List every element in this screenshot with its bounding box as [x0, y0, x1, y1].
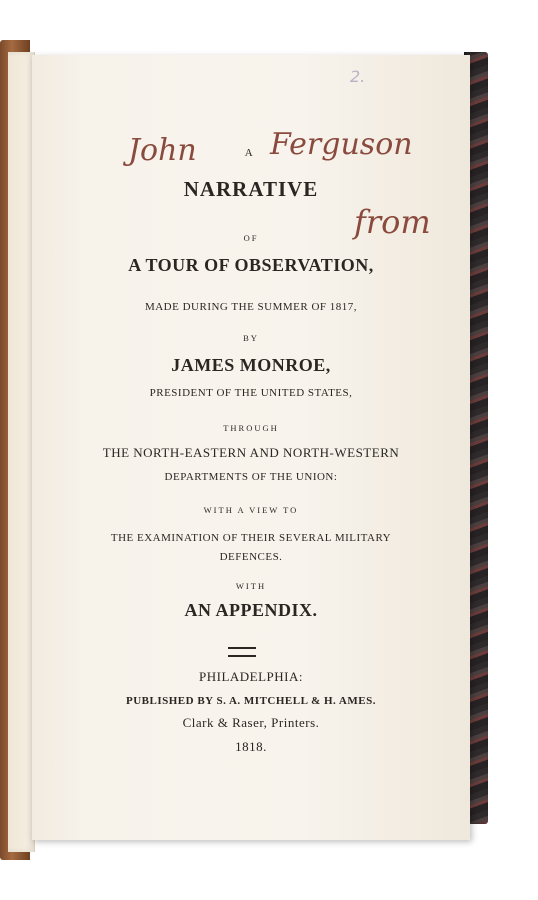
- publisher-line: PUBLISHED BY S. A. MITCHELL & H. AMES.: [126, 695, 376, 707]
- departments-line: DEPARTMENTS OF THE UNION:: [164, 471, 338, 483]
- word-of: OF: [243, 233, 259, 243]
- word-through: THROUGH: [223, 423, 279, 433]
- inscription-word: from: [354, 203, 431, 241]
- subtitle: A TOUR OF OBSERVATION,: [128, 255, 374, 275]
- examination-line: THE EXAMINATION OF THEIR SEVERAL MILITARY: [110, 532, 392, 544]
- page-title: NARRATIVE: [183, 177, 319, 201]
- word-with: WITH: [235, 581, 267, 591]
- article-a: A: [244, 147, 254, 159]
- author-title: PRESIDENT OF THE UNITED STATES,: [149, 387, 353, 399]
- defences-line: DEFENCES.: [219, 551, 283, 563]
- title-page: [32, 55, 470, 840]
- appendix-line: AN APPENDIX.: [184, 600, 318, 620]
- word-by: BY: [243, 333, 259, 343]
- place-line: PHILADELPHIA:: [199, 669, 303, 684]
- year-line: 1818.: [235, 739, 267, 754]
- regions-line: THE NORTH-EASTERN AND NORTH-WESTERN: [102, 445, 400, 460]
- double-rule: [228, 647, 256, 657]
- inscription-first-name: John: [128, 133, 197, 168]
- author-name: JAMES MONROE,: [171, 355, 331, 375]
- previous-page-edge: [8, 52, 35, 852]
- with-a-view-line: WITH A VIEW TO: [203, 505, 299, 515]
- made-during-line: MADE DURING THE SUMMER OF 1817,: [144, 301, 358, 313]
- printers-line: Clark & Raser, Printers.: [182, 715, 320, 730]
- pencil-number: 2.: [350, 67, 366, 86]
- inscription-last-name: Ferguson: [270, 127, 413, 162]
